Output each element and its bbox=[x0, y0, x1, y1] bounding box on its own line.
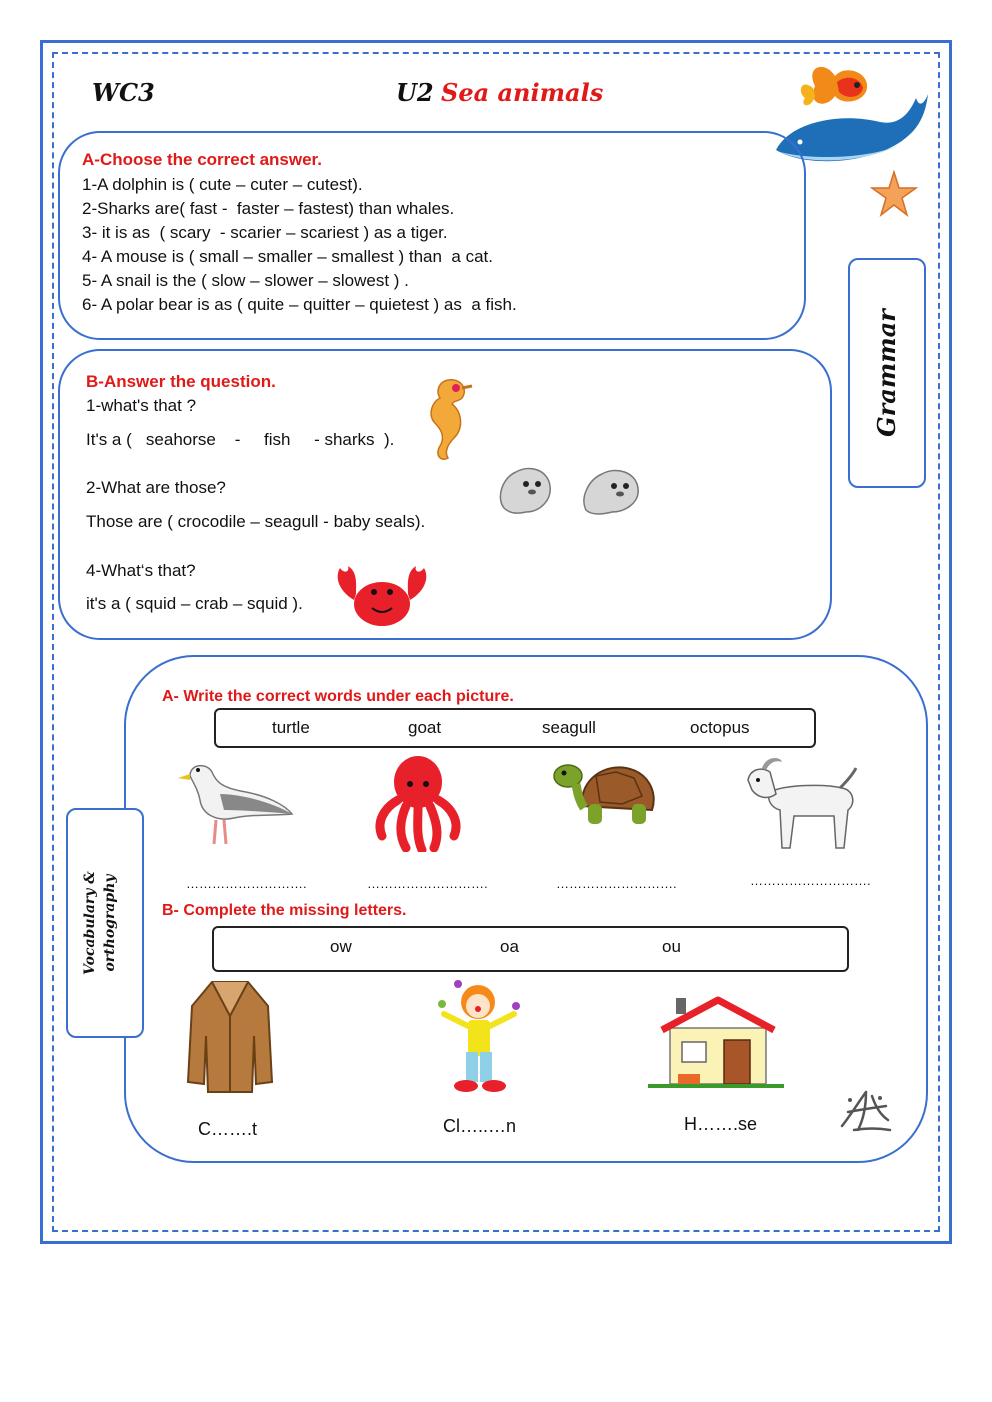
letter-bank-item: ou bbox=[662, 937, 681, 956]
worksheet-code: WC3 bbox=[92, 78, 155, 107]
word-bank-item: turtle bbox=[272, 718, 310, 737]
question-line-6: 6- A polar bear is as ( quite – quitter – quietest ) as a fish. bbox=[82, 295, 517, 314]
answer-1: It's a ( seahorse - fish - sharks ). bbox=[86, 430, 395, 449]
question-line-5: 5- A snail is the ( slow – slower – slowest ) . bbox=[82, 271, 409, 290]
blank-line[interactable]: ………………………. bbox=[556, 876, 677, 891]
question-line-2: 2-Sharks are( fast - faster – fastest) than whales. bbox=[82, 199, 455, 218]
seagull-icon bbox=[176, 754, 296, 850]
clown-icon bbox=[434, 978, 524, 1098]
page-title: Sea animals bbox=[441, 78, 604, 107]
question-2: 2-What are those? bbox=[86, 478, 226, 497]
starfish-icon bbox=[870, 170, 918, 218]
question-1: 1-what's that ? bbox=[86, 396, 197, 415]
letter-bank-item: ow bbox=[330, 937, 352, 956]
section-a-title: A-Choose the correct answer. bbox=[82, 150, 322, 169]
calligraphy-logo bbox=[836, 1086, 894, 1136]
question-line-4: 4- A mouse is ( small – smaller – smallest ) than a cat. bbox=[82, 247, 493, 266]
word-bank-item: goat bbox=[408, 718, 442, 737]
turtle-icon bbox=[552, 756, 662, 830]
coat-icon bbox=[186, 976, 274, 1096]
missing-letters-answer[interactable]: H…….se bbox=[684, 1114, 758, 1134]
vocab-label: Vocabulary & orthography bbox=[82, 871, 118, 975]
answer-2: Those are ( crocodile – seagull - baby seals). bbox=[86, 512, 426, 531]
word-bank-item: octopus bbox=[690, 718, 750, 737]
grammar-label: Grammar bbox=[872, 309, 901, 437]
missing-letters-answer[interactable]: Cl…..…n bbox=[443, 1116, 517, 1136]
question-line-3: 3- it is as ( scary - scarier – scariest ) as a tiger. bbox=[82, 223, 448, 242]
blank-line[interactable]: ………………………. bbox=[750, 873, 871, 888]
question-line-1: 1-A dolphin is ( cute – cuter – cutest). bbox=[82, 175, 363, 194]
house-icon bbox=[648, 994, 784, 1092]
seal-icon bbox=[492, 458, 564, 518]
word-bank-item: seagull bbox=[542, 718, 596, 737]
section-b-title: B-Answer the question. bbox=[86, 372, 276, 391]
vocab-b-title: B- Complete the missing letters. bbox=[162, 902, 407, 919]
letter-bank-item: oa bbox=[500, 937, 519, 956]
answer-3: it's a ( squid – crab – squid ). bbox=[86, 594, 303, 613]
seahorse-icon bbox=[418, 372, 474, 464]
octopus-icon bbox=[370, 752, 466, 852]
seal-icon bbox=[576, 458, 652, 518]
vocab-a-title: A- Write the correct words under each picture. bbox=[162, 688, 514, 705]
letter-bank-b bbox=[212, 926, 849, 972]
unit-label: U2 bbox=[396, 78, 434, 107]
crab-icon bbox=[326, 562, 438, 632]
blank-line[interactable]: ………………………. bbox=[186, 876, 307, 891]
goat-icon bbox=[736, 752, 860, 854]
question-3: 4-What‘s that? bbox=[86, 561, 196, 580]
blank-line[interactable]: ………………………. bbox=[367, 876, 488, 891]
missing-letters-answer[interactable]: C…….t bbox=[198, 1119, 258, 1139]
